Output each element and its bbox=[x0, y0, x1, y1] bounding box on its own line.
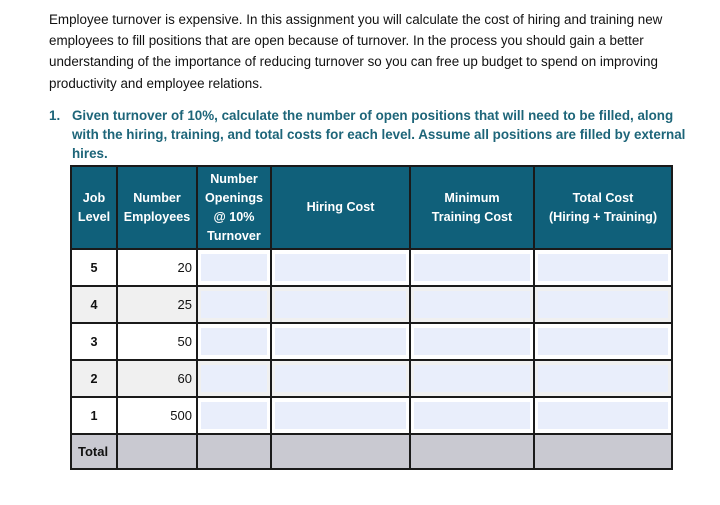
total-row bbox=[71, 434, 672, 469]
job-level-cell: 5 bbox=[71, 249, 117, 286]
header-openings-line4: Turnover bbox=[207, 228, 261, 243]
job-level-cell: 4 bbox=[71, 286, 117, 323]
training-cost-input[interactable] bbox=[410, 286, 534, 323]
total-hiring-cost-input[interactable] bbox=[271, 434, 410, 469]
table-row bbox=[71, 323, 672, 360]
header-job-level bbox=[71, 166, 117, 249]
header-employees-line2: Employees bbox=[123, 209, 191, 224]
openings-input[interactable] bbox=[197, 323, 271, 360]
header-openings-line2: Openings bbox=[204, 190, 264, 205]
grand-total-cost-input[interactable] bbox=[534, 434, 672, 469]
header-employees-line1: Number bbox=[133, 190, 181, 205]
question-text: Given turnover of 10%, calculate the number of open positions that will need to be filled, along with the hiring, training, and total costs for each level. Assume all positions are filled by external hires. bbox=[72, 108, 686, 161]
training-cost-input[interactable] bbox=[410, 249, 534, 286]
total-openings-input[interactable] bbox=[197, 434, 271, 469]
header-job-level-line1: Job bbox=[82, 190, 106, 205]
hiring-cost-input[interactable] bbox=[271, 249, 410, 286]
hiring-cost-input[interactable] bbox=[271, 323, 410, 360]
table-row bbox=[71, 249, 672, 286]
total-cost-input[interactable] bbox=[534, 323, 672, 360]
total-cost-input[interactable] bbox=[534, 286, 672, 323]
employees-cell: 20 bbox=[117, 249, 197, 286]
header-openings-line3: @ 10% bbox=[213, 209, 255, 224]
header-total-cost bbox=[534, 166, 672, 249]
job-level-cell: 2 bbox=[71, 360, 117, 397]
table-header-row bbox=[71, 166, 672, 249]
question-1 bbox=[49, 106, 689, 163]
header-job-level-line2: Level bbox=[77, 209, 111, 224]
table-row bbox=[71, 397, 672, 434]
employees-cell: 500 bbox=[117, 397, 197, 434]
openings-input[interactable] bbox=[197, 286, 271, 323]
header-total-line1: Total Cost bbox=[572, 190, 634, 205]
header-hiring-cost bbox=[271, 166, 410, 249]
header-total-line2: (Hiring + Training) bbox=[548, 209, 658, 224]
total-employees-input[interactable] bbox=[117, 434, 197, 469]
header-openings-line1: Number bbox=[210, 171, 258, 186]
openings-input[interactable] bbox=[197, 249, 271, 286]
job-level-cell: 1 bbox=[71, 397, 117, 434]
total-cost-input[interactable] bbox=[534, 360, 672, 397]
training-cost-input[interactable] bbox=[410, 323, 534, 360]
header-number-employees bbox=[117, 166, 197, 249]
turnover-cost-table bbox=[70, 165, 673, 470]
training-cost-input[interactable] bbox=[410, 397, 534, 434]
header-training-cost bbox=[410, 166, 534, 249]
header-hiring-line1: Hiring Cost bbox=[306, 200, 375, 214]
job-level-cell: 3 bbox=[71, 323, 117, 360]
openings-input[interactable] bbox=[197, 397, 271, 434]
hiring-cost-input[interactable] bbox=[271, 286, 410, 323]
employees-cell: 60 bbox=[117, 360, 197, 397]
hiring-cost-input[interactable] bbox=[271, 397, 410, 434]
openings-input[interactable] bbox=[197, 360, 271, 397]
employees-cell: 50 bbox=[117, 323, 197, 360]
question-number: 1. bbox=[49, 108, 61, 123]
total-label: Total bbox=[71, 434, 117, 469]
total-training-cost-input[interactable] bbox=[410, 434, 534, 469]
header-training-line2: Training Cost bbox=[431, 209, 513, 224]
total-cost-input[interactable] bbox=[534, 397, 672, 434]
training-cost-input[interactable] bbox=[410, 360, 534, 397]
header-training-line1: Minimum bbox=[444, 190, 500, 205]
table-row bbox=[71, 286, 672, 323]
table-row bbox=[71, 360, 672, 397]
header-number-openings bbox=[197, 166, 271, 249]
employees-cell: 25 bbox=[117, 286, 197, 323]
hiring-cost-input[interactable] bbox=[271, 360, 410, 397]
total-cost-input[interactable] bbox=[534, 249, 672, 286]
intro-paragraph: Employee turnover is expensive. In this assignment you will calculate the cost of hiring and training new employees to fill positions that are open because of turnover. In the process you should gain a better understanding of the importance of reducing turnover so you can free up budget to spend on improving productivity and employee relations. bbox=[49, 12, 663, 91]
